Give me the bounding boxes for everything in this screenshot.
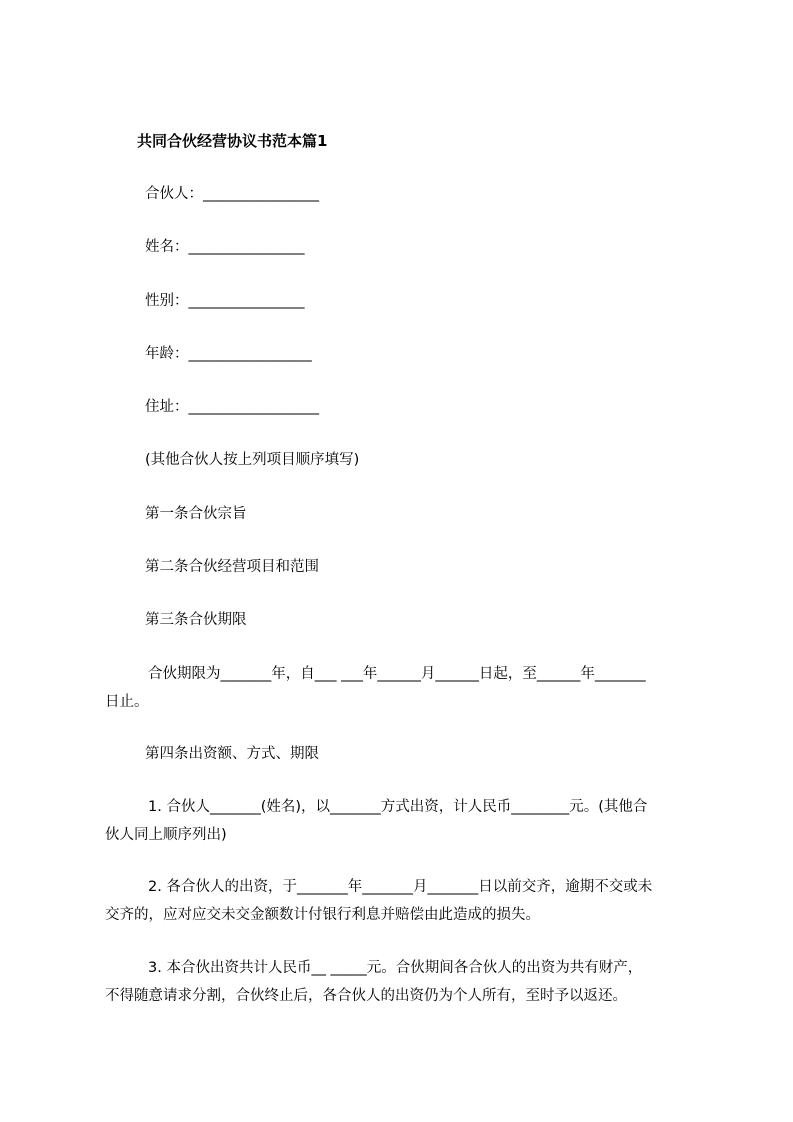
article-4-heading: 第四条出资额、方式、期限 (145, 746, 319, 762)
name-field: 姓名：________________ (145, 239, 305, 255)
article-3-heading: 第三条合伙期限 (145, 612, 247, 628)
article-2-heading: 第二条合伙经营项目和范围 (145, 559, 319, 575)
fill-in-note: (其他合伙人按上列项目顺序填写) (145, 452, 360, 468)
address-field: 住址：__________________ (145, 399, 319, 415)
gender-field: 性别：________________ (145, 293, 305, 309)
item-1-line-2: 伙人同上顺序列出) (105, 827, 227, 843)
item-2-line-2: 交齐的，应对应交未交金额数计付银行利息并赔偿由此造成的损失。 (105, 907, 540, 923)
article-1-heading: 第一条合伙宗旨 (145, 506, 247, 522)
item-2-line-1: 2. 各合伙人的出资，于_______年_______月_______日以前交齐，逾期不交或未 (148, 879, 653, 895)
partner-field: 合伙人：________________ (145, 186, 319, 202)
document-title: 共同合伙经营协议书范本篇1 (137, 132, 328, 150)
item-1-line-1: 1. 合伙人_______(姓名)，以_______方式出资，计人民币________元。(其他合 (148, 799, 648, 815)
term-paragraph-line-1: 合伙期限为_______年，自___ ___年______月______日起，至______年_______ (148, 666, 646, 682)
term-paragraph-line-2: 日止。 (105, 694, 149, 710)
item-3-line-2: 不得随意请求分割，合伙终止后，各合伙人的出资仍为个人所有，至时予以返还。 (105, 988, 627, 1004)
item-3-line-1: 3. 本合伙出资共计人民币__ _____元。合伙期间各合伙人的出资为共有财产， (148, 960, 643, 976)
age-field: 年龄：_________________ (145, 346, 312, 362)
